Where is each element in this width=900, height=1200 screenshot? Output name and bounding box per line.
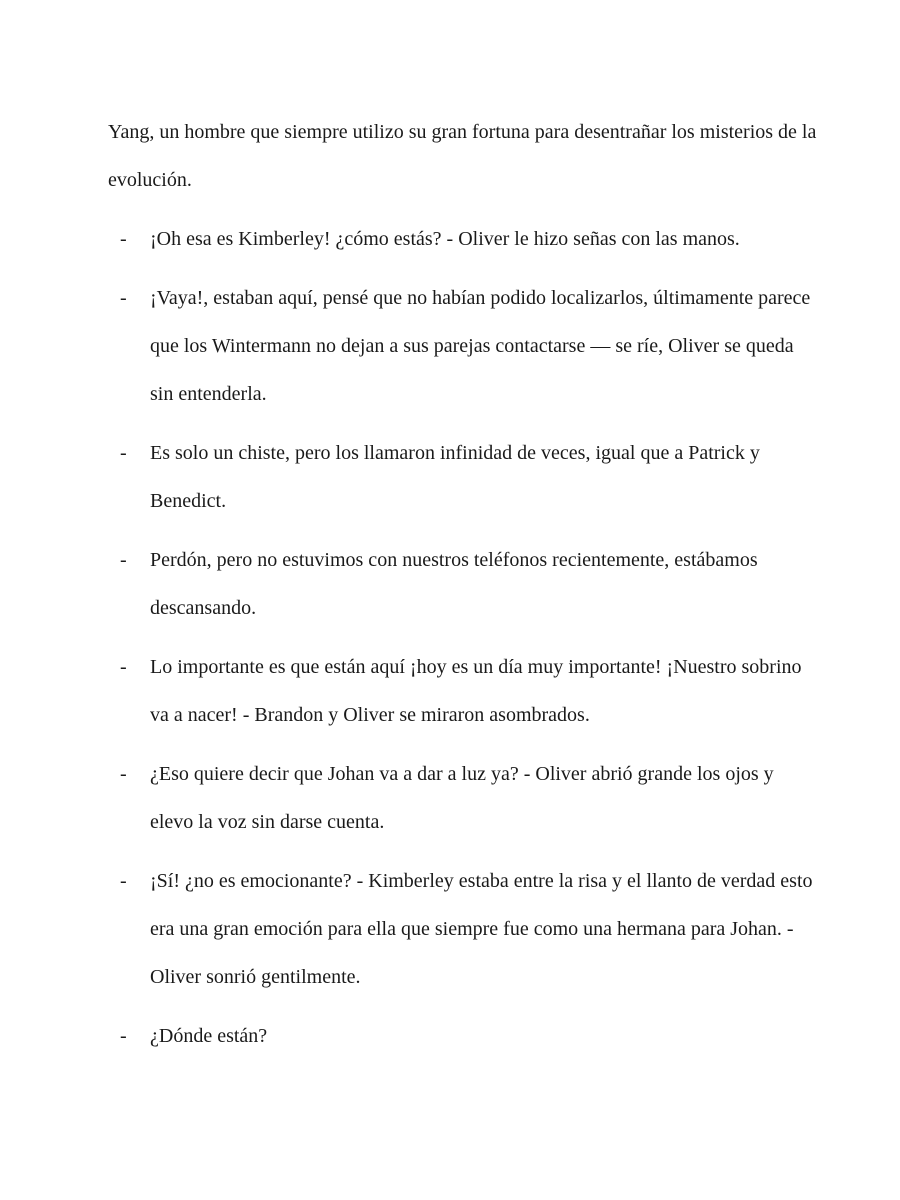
dialogue-line-8 [108, 1012, 818, 1060]
dialogue-line-4 [108, 536, 818, 632]
dash-marker: - [120, 287, 127, 309]
dialogue-line-1 [108, 215, 818, 263]
dash-marker: - [120, 656, 127, 678]
dash-marker: - [120, 763, 127, 785]
dialogue-text: ¿Dónde están? [150, 1025, 268, 1047]
dialogue-text: Perdón, pero no estuvimos con nuestros teléfonos recientemente, estábamos descansando. [150, 549, 758, 619]
dialogue-text: Es solo un chiste, pero los llamaron infinidad de veces, igual que a Patrick y Benedict. [150, 442, 760, 512]
intro-paragraph: Yang, un hombre que siempre utilizo su gran fortuna para desentrañar los misterios de la evolución. [108, 121, 817, 191]
dialogue-text: ¡Oh esa es Kimberley! ¿cómo estás? - Oliver le hizo señas con las manos. [150, 228, 740, 250]
dialogue-text: ¡Sí! ¿no es emocionante? - Kimberley estaba entre la risa y el llanto de verdad esto era una gran emoción para ella que siempre fue como una hermana para Johan. - Oliver sonrió gentilmente. [150, 870, 813, 988]
dash-marker: - [120, 228, 127, 250]
dialogue-line-3 [108, 429, 818, 525]
dialogue-list [108, 215, 818, 1060]
dialogue-text: ¡Vaya!, estaban aquí, pensé que no habían podido localizarlos, últimamente parece que los Wintermann no dejan a sus parejas contactarse — se ríe, Oliver se queda sin entenderla. [150, 287, 811, 405]
dialogue-line-7 [108, 857, 818, 1001]
document-body [108, 108, 818, 1071]
dash-marker: - [120, 549, 127, 571]
dash-marker: - [120, 870, 127, 892]
dash-marker: - [120, 442, 127, 464]
dialogue-line-5 [108, 643, 818, 739]
dialogue-line-2 [108, 274, 818, 418]
dialogue-text: ¿Eso quiere decir que Johan va a dar a luz ya? - Oliver abrió grande los ojos y elevo la voz sin darse cuenta. [150, 763, 774, 833]
dialogue-line-6 [108, 750, 818, 846]
dash-marker: - [120, 1025, 127, 1047]
dialogue-text: Lo importante es que están aquí ¡hoy es un día muy importante! ¡Nuestro sobrino va a nacer! - Brandon y Oliver se miraron asombrados. [150, 656, 802, 726]
